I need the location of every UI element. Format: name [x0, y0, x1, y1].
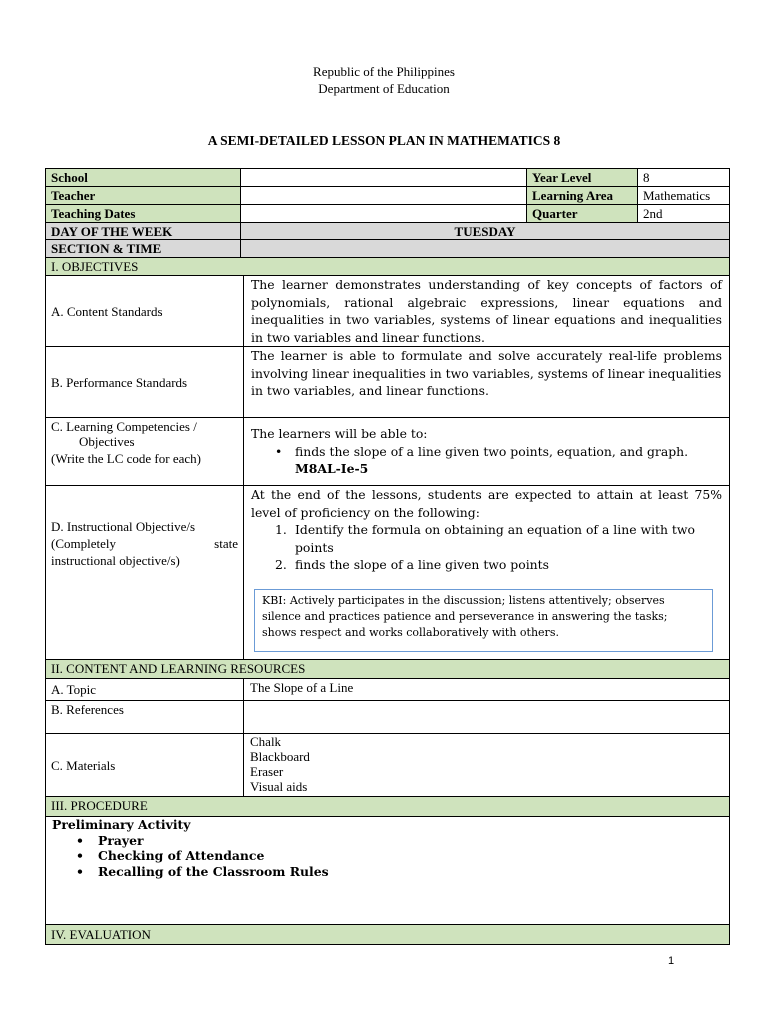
instructional-item-2-text: finds the slope of a line given two points	[295, 557, 549, 572]
year-level-label: Year Level	[526, 168, 638, 187]
topic-label: A. Topic	[45, 678, 244, 701]
bullet-icon: •	[76, 832, 84, 848]
bullet-icon: •	[275, 443, 283, 459]
instructional-item-1	[251, 521, 722, 556]
learning-competencies-cell	[243, 417, 730, 486]
performance-standards-label: B. Performance Standards	[45, 346, 244, 418]
list-number-1: 1.	[275, 522, 287, 537]
day-of-week-value: TUESDAY	[240, 222, 730, 240]
year-level-value: 8	[637, 168, 730, 187]
header-republic: Republic of the Philippines	[313, 64, 455, 79]
performance-standards-text-cont: in two variables, and linear functions.	[251, 383, 489, 398]
materials-label: C. Materials	[45, 733, 244, 797]
procedure-item	[52, 864, 723, 880]
instructional-intro: At the end of the lessons, students are expected to attain at least 75% level of proficiency on the following:	[251, 487, 722, 520]
evaluation-heading: IV. EVALUATION	[45, 924, 730, 945]
instructional-label-completely: (Completely	[51, 536, 116, 551]
objectives-heading: I. OBJECTIVES	[45, 257, 730, 276]
school-label: School	[45, 168, 241, 187]
quarter-value: 2nd	[637, 204, 730, 223]
procedure-item-text: Recalling of the Classroom Rules	[98, 863, 329, 879]
instructional-label-line3: instructional objective/s)	[51, 553, 180, 568]
competency-label-line3: (Write the LC code for each)	[51, 451, 201, 466]
school-value[interactable]	[240, 168, 527, 187]
teaching-dates-label: Teaching Dates	[45, 204, 241, 223]
learning-competencies-label	[45, 417, 244, 486]
instructional-objective-label	[45, 485, 244, 660]
material-item: Blackboard	[250, 749, 310, 764]
instructional-label-state: state	[214, 536, 238, 551]
section-time-label: SECTION & TIME	[45, 239, 241, 258]
procedure-item	[52, 848, 723, 864]
quarter-label: Quarter	[526, 204, 638, 223]
performance-standards-text: The learner is able to formulate and solve accurately real-life problems involving linear inequalities in two variables, systems of linear inequalities	[251, 348, 722, 381]
learning-area-label: Learning Area	[526, 186, 638, 205]
section-time-value[interactable]	[240, 239, 730, 258]
preliminary-activity-title: Preliminary Activity	[52, 817, 191, 832]
instructional-label-line1: D. Instructional Objective/s	[51, 519, 196, 534]
document-title: A SEMI-DETAILED LESSON PLAN IN MATHEMATICS 8	[207, 133, 561, 148]
material-item: Eraser	[250, 764, 284, 779]
content-resources-heading: II. CONTENT AND LEARNING RESOURCES	[45, 659, 730, 679]
day-of-week-label: DAY OF THE WEEK	[45, 222, 241, 240]
competency-label-line1: C. Learning Competencies /	[51, 419, 197, 434]
competency-code: M8AL-Ie-5	[295, 461, 369, 476]
procedure-heading: III. PROCEDURE	[45, 796, 730, 817]
procedure-item-text: Prayer	[98, 832, 144, 848]
bullet-icon: •	[76, 863, 84, 879]
kbi-textbox: KBI: Actively participates in the discussion; listens attentively; observes silence and practices patience and perseverance in answering the tasks; shows respect and works collaboratively with others.	[254, 589, 713, 652]
teacher-label: Teacher	[45, 186, 241, 205]
competency-bullet-item	[251, 443, 722, 461]
material-item: Visual aids	[250, 779, 308, 794]
competency-bullet-text: finds the slope of a line given two points, equation, and graph.	[295, 443, 689, 459]
procedure-item	[52, 833, 723, 849]
instructional-label-line2	[51, 536, 238, 551]
content-standards-label: A. Content Standards	[45, 275, 244, 347]
instructional-item-2	[251, 556, 722, 574]
page-number: 1	[668, 955, 675, 967]
references-label: B. References	[45, 700, 244, 734]
performance-standards-cell	[243, 346, 730, 418]
learning-area-value: Mathematics	[637, 186, 730, 205]
material-item: Chalk	[250, 734, 282, 749]
materials-list	[243, 733, 730, 797]
teacher-value[interactable]	[240, 186, 527, 205]
teaching-dates-value[interactable]	[240, 204, 527, 223]
references-value[interactable]	[243, 700, 730, 734]
header-department: Department of Education	[318, 81, 450, 96]
bullet-icon: •	[76, 848, 84, 863]
list-number-2: 2.	[275, 557, 287, 572]
competency-label-line2: Objectives	[79, 434, 135, 449]
content-standards-text: The learner demonstrates understanding of key concepts of factors of polynomials, rational algebraic expressions, linear equations and inequalities in two variables, systems of linear equations and inequalities in two variables and linear functions.	[243, 275, 730, 347]
procedure-item-text: Checking of Attendance	[98, 848, 265, 863]
competency-intro: The learners will be able to:	[251, 426, 428, 441]
topic-value: The Slope of a Line	[243, 678, 730, 701]
instructional-item-1-text: Identify the formula on obtaining an equation of a line with two points	[295, 522, 695, 555]
procedure-cell	[45, 816, 730, 925]
